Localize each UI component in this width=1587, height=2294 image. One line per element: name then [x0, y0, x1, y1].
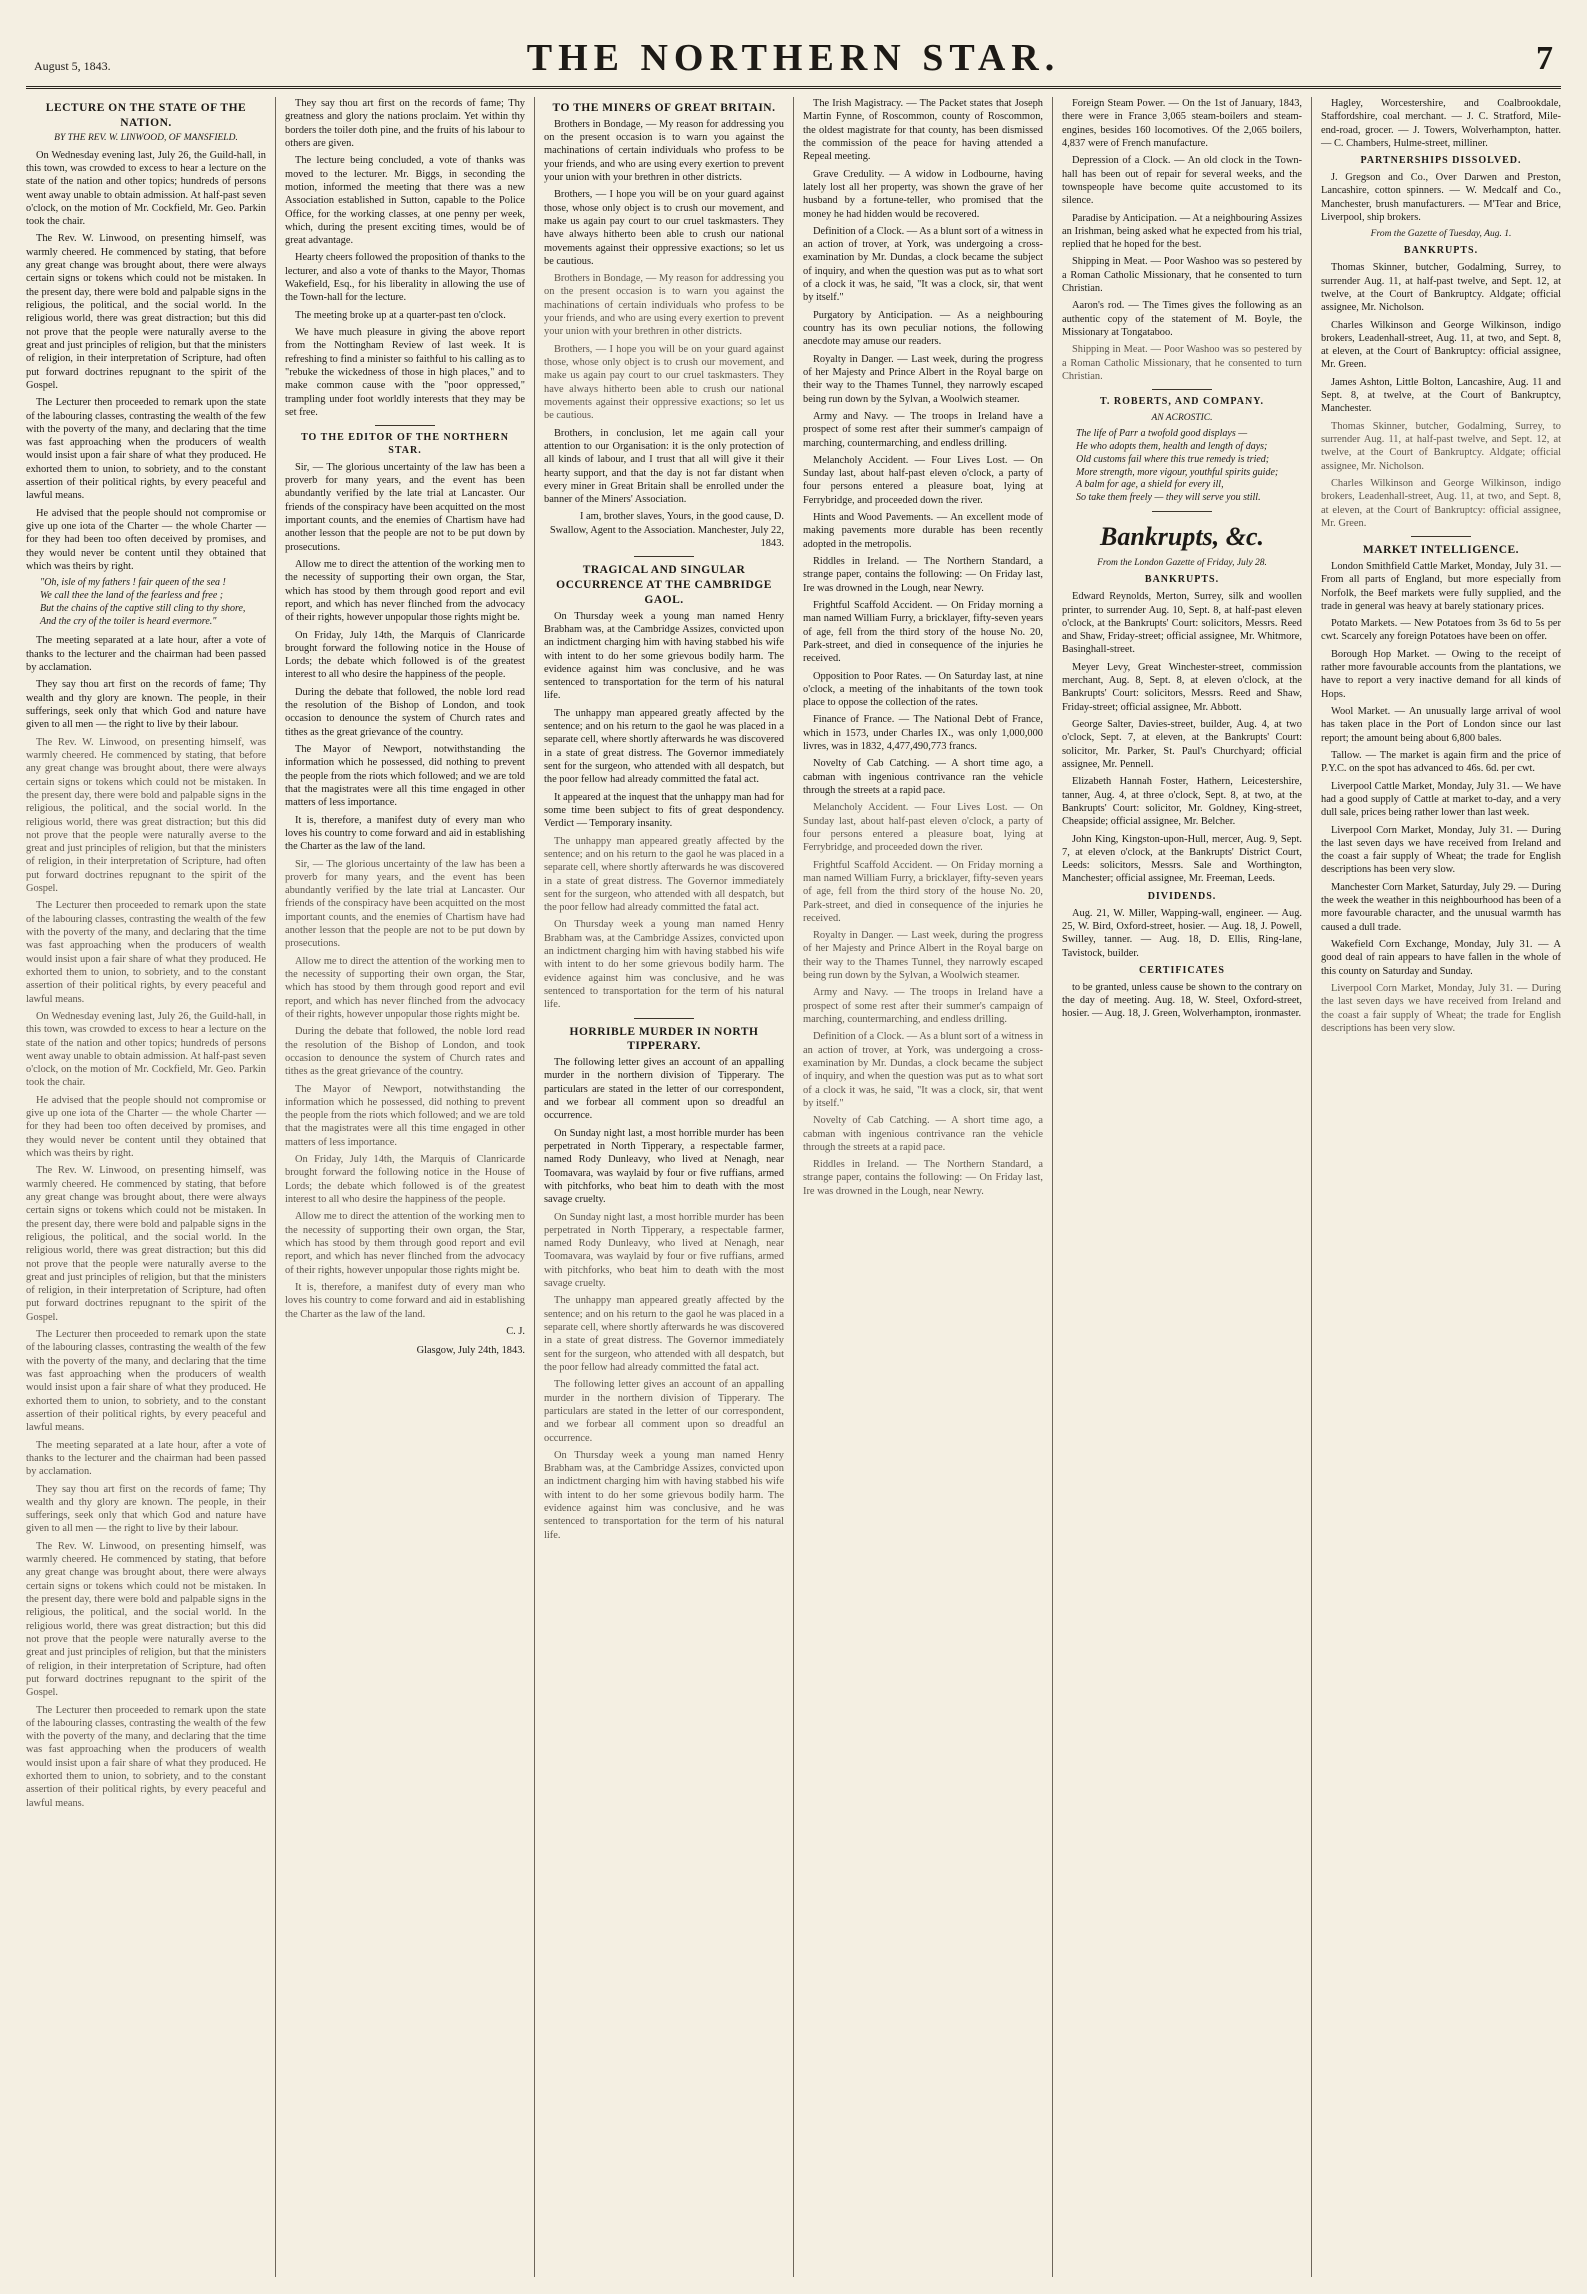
paragraph: He advised that the people should not compromise or give up one iota of the Charter — the whole Charter — for they had been too often deceived by promises, and they would never be content until they obtained that which was theirs by right.: [26, 1094, 266, 1160]
paragraph: George Salter, Davies-street, builder, Aug. 4, at two o'clock, Sept. 7, at eleven, at the Bankrupts' Court: solicitor, Mr. Parker, St. Paul's Churchyard; official assignee, Mr. Pennell.: [1062, 719, 1302, 770]
paragraph: Brothers, — I hope you will be on your guard against those, whose only object is to crush our movement, and make us again pay court to our cruel taskmasters. They have always hitherto been able to crush our national movements against their oppressive exactions; so let us be cautious.: [544, 189, 784, 267]
paragraph: Melancholy Accident. — Four Lives Lost. — On Sunday last, about half-past eleven o'clock, a party of four persons entered a pleasure boat, lying at Ferrybridge, and proceeded down the river.: [803, 802, 1043, 854]
paragraph: The unhappy man appeared greatly affected by the sentence; and on his return to the gaol he was placed in a separate cell, where shortly afterwards he was discovered in a state of great distress. The Governor immediately sent for the surgeon, who attended with all despatch, but the poor fellow had already committed the fatal act.: [544, 835, 784, 914]
paragraph: The Rev. W. Linwood, on presenting himself, was warmly cheered. He commenced by stating, that before any great change was brought about, there were always certain signs or tokens which could not be mistaken. In the present day, there were bold and palpable signs in the religious, the political, and the social world. In the religious world, there was great distraction; but this did not prove that the people were naturally averse to the great and just principles of religion, but that the ministers of religion, in their interpretation of Scripture, had often put forward doctrines repugnant to the spirit of the Gospel.: [26, 233, 266, 391]
paragraph: Brothers in Bondage, — My reason for addressing you on the present occasion is to warn you against the machinations of certain individuals who profess to be your friends, and who are using every exertion to prevent your union with your brethren in other districts.: [544, 118, 784, 183]
paragraph: Hagley, Worcestershire, and Coalbrookdale, Staffordshire, coal merchant. — J. C. Stratford, Mile-end-road, grocer. — J. Towers, Wolverhampton, hatter. — C. Chambers, Hulme-street, milliner.: [1321, 98, 1561, 149]
paragraph: Paradise by Anticipation. — At a neighbouring Assizes an Irishman, being asked what he expected from his trial, replied that he hoped for the best.: [1062, 212, 1302, 251]
divider: [1411, 536, 1471, 537]
paragraph: Allow me to direct the attention of the working men to the necessity of supporting their own organ, the Star, which has stood by them through good report and evil report, and which has never flinched from the advocacy of their rights, however unpopular those rights might be.: [285, 1211, 525, 1276]
paragraph: We have much pleasure in giving the above report from the Nottingham Review of last week. It is refreshing to find a minister so faithful to his calling as to "rebuke the wickedness of those in high places," and to make common cause with the "poor oppressed," trampling under foot worldly interests that they may be set free.: [285, 327, 525, 418]
masthead-date: August 5, 1843.: [34, 59, 111, 73]
paragraph: The Lecturer then proceeded to remark upon the state of the labouring classes, contrasting the wealth of the few with the poverty of the many, and declaring that the time was fast approaching when the producers of wealth would insist upon a fair share of what they produced. He exhorted them to union, to sobriety, and to the constant assertion of their political rights, by every peaceful and lawful means.: [26, 900, 266, 1005]
paragraph: Definition of a Clock. — As a blunt sort of a witness in an action of trover, at York, was undergoing a cross-examination by Mr. Dundas, a clock became the subject of inquiry, and when the question was put as to what sort of a clock it was, he said, "It was a clock, sir, that went by itself.": [803, 225, 1044, 304]
certificates-heading: CERTIFICATES: [1139, 964, 1225, 976]
paragraph: The meeting broke up at a quarter-past ten o'clock.: [295, 309, 506, 321]
acrostic-verse: The life of Parr a twofold good displays — He who adopts them, health and length of days; Old customs fail where this true remedy is tried; More strength, more vigour, youthful spirits guide; A balm for age, a shield for every ill, So take them freely — they will serve you still.: [1076, 428, 1279, 504]
paragraph: On Wednesday evening last, July 26, the Guild-hall, in this town, was crowded to excess to hear a lecture on the state of the nation and other topics; hundreds of persons went away unable to obtain admission. At half-past seven o'clock, on the motion of Mr. Cockfield, Mr. Geo. Parkin took the chair.: [26, 1010, 266, 1089]
paragraph: Aaron's rod. — The Times gives the following as an authentic copy of the statement of M. Boyle, the Missionary at Tongataboo.: [1062, 300, 1302, 338]
dateline: Glasgow, July 24th, 1843.: [416, 1345, 525, 1357]
paragraph: During the debate that followed, the noble lord read the resolution of the Bishop of London, and took occasion to denounce the system of Church rates and tithes as the great grievance of the country.: [285, 686, 525, 738]
column-5: [1052, 97, 1311, 2277]
paragraph: The Lecturer then proceeded to remark upon the state of the labouring classes, contrasting the wealth of the few with the poverty of the many, and declaring that the time was fast approaching when the producers of wealth would insist upon a fair share of what they produced. He exhorted them to union, to sobriety, and to the constant assertion of their political rights, by every peaceful and lawful means.: [26, 397, 266, 502]
paragraph: Frightful Scaffold Accident. — On Friday morning a man named William Furry, a bricklayer, fifty-seven years of age, fell from the third story of the house No. 20, Park-street, and died in consequence of the injuries he received.: [803, 599, 1043, 665]
paragraph: The Rev. W. Linwood, on presenting himself, was warmly cheered. He commenced by stating, that before any great change was brought about, there were always certain signs or tokens which could not be mistaken. In the present day, there were bold and palpable signs in the religious, the political, and the social world. In the religious world, there was great distraction; but this did not prove that the people were naturally averse to the great and just principles of religion, but that the ministers of religion, in their interpretation of Scripture, had often put forward doctrines repugnant to the spirit of the Gospel.: [26, 736, 266, 895]
paragraph: Wakefield Corn Exchange, Monday, July 31. — A good deal of rain appears to have fallen in the whole of this county on Saturday and Sunday.: [1321, 939, 1561, 977]
paragraph: Grave Credulity. — A widow in Lodbourne, having lately lost all her property, was shown the grave of her husband by a fortune-teller, who promised that the money he had hidden would be recovered.: [803, 168, 1043, 220]
article-heading: TRAGICAL AND SINGULAR OCCURRENCE AT THE CAMBRIDGE GAOL.: [556, 564, 772, 606]
masthead-title: THE NORTHERN STAR.: [526, 37, 1061, 79]
article-heading: HORRIBLE MURDER IN NORTH TIPPERARY.: [569, 1025, 759, 1053]
column-3: [534, 97, 793, 2277]
paragraph: Brothers, — I hope you will be on your guard against those, whose only object is to crush our movement, and make us again pay court to our cruel taskmasters. They have always hitherto been able to crush our national movements against their oppressive exactions; so let us be cautious.: [544, 343, 784, 422]
divider: [634, 556, 694, 557]
letter-heading: TO THE EDITOR OF THE NORTHERN STAR.: [301, 432, 509, 456]
paragraph: The Lecturer then proceeded to remark upon the state of the labouring classes, contrasting the wealth of the few with the poverty of the many, and declaring that the time was fast approaching when the producers of wealth would insist upon a fair share of what they produced. He exhorted them to union, to sobriety, and to the constant assertion of their political rights, by every peaceful and lawful means.: [26, 1704, 266, 1809]
paragraph: Opposition to Poor Rates. — On Saturday last, at nine o'clock, a meeting of the inhabitants of the town took place to oppose the collection of the rates.: [803, 670, 1043, 709]
paragraph: On Thursday week a young man named Henry Brabham was, at the Cambridge Assizes, convicted upon an indictment charging him with having stabbed his wife with intent to do her some grievous bodily harm. The evidence against him was conclusive, and he was sentenced to transportation for the term of his natural life.: [544, 1449, 784, 1541]
paragraph: On Thursday week a young man named Henry Brabham was, at the Cambridge Assizes, convicted upon an indictment charging him with having stabbed his wife with intent to do her some grievous bodily harm. The evidence against him was conclusive, and he was sentenced to transportation for the term of his natural life.: [544, 610, 784, 702]
verse: "Oh, isle of my fathers ! fair queen of the sea ! We call thee the land of the fearless and free ; But the chains of the captive still cling to thy shore, And the cry of the toiler is heard evermore.": [40, 577, 246, 627]
paragraph: Definition of a Clock. — As a blunt sort of a witness in an action of trover, at York, was undergoing a cross-examination by Mr. Dundas, a clock became the subject of inquiry, and when the question was put as to what sort of a clock it was, he said, "It was a clock, sir, that went by itself.": [803, 1031, 1044, 1109]
gazette-line: From the Gazette of Tuesday, Aug. 1.: [1370, 229, 1512, 240]
signature: C. J.: [506, 1325, 525, 1337]
paragraph: Borough Hop Market. — Owing to the receipt of rather more favourable accounts from the plantations, we have to report a very inactive demand for all kinds of Hops.: [1321, 648, 1561, 700]
paragraph: Liverpool Corn Market, Monday, July 31. — During the last seven days we have received from Ireland and the coast a fair supply of Wheat; the trade for English descriptions has been very slow.: [1321, 824, 1561, 876]
paragraph: Hints and Wood Pavements. — An excellent mode of making pavements more durable has been recently adopted in the metropolis.: [803, 512, 1043, 550]
advert-heading: T. ROBERTS, AND COMPANY.: [1099, 396, 1265, 408]
columns: [26, 97, 1561, 2277]
paragraph: Royalty in Danger. — Last week, during the progress of her Majesty and Prince Albert in the Royal barge on their way to the Thames Tunnel, they narrowly escaped being run down by the Sylvan, a Woolwich steamer.: [803, 930, 1043, 982]
paragraph: J. Gregson and Co., Over Darwen and Preston, Lancashire, cotton spinners. — W. Medcalf and Co., Manchester, brush manufacturers. — M'Tear and Brice, Liverpool, ship brokers.: [1321, 172, 1561, 223]
paragraph: On Wednesday evening last, July 26, the Guild-hall, in this town, was crowded to excess to hear a lecture on the state of the nation and other topics; hundreds of persons went away unable to obtain admission. At half-past seven o'clock, on the motion of Mr. Cockfield, Mr. Geo. Parkin took the chair.: [26, 149, 266, 228]
paragraph: Potato Markets. — New Potatoes from 3s 6d to 5s per cwt. Scarcely any foreign Potatoes have been on offer.: [1321, 618, 1561, 643]
market-heading: MARKET INTELLIGENCE.: [1362, 544, 1520, 557]
paragraph: Brothers, in conclusion, let me again call your attention to our Organisation: it is the only protection of all kinds of labour, and I trust that all will give it their hearty support, and that the day is not far distant when every miner in Great Britain shall be enrolled under the banner of the Miners' Association.: [544, 427, 784, 506]
paragraph: It is, therefore, a manifest duty of every man who loves his country to come forward and aid in establishing the Charter as the law of the land.: [285, 1281, 525, 1320]
paragraph: Wool Market. — An unusually large arrival of wool has taken place in the Port of London since our last report; the amount being about 6,800 bales.: [1321, 706, 1561, 744]
paragraph: Shipping in Meat. — Poor Washoo was so pestered by a Roman Catholic Missionary, that he consented to turn Christian.: [1062, 256, 1302, 295]
paragraph: Thomas Skinner, butcher, Godalming, Surrey, to surrender Aug. 11, at half-past twelve, and Sept. 12, at twelve, at the Court of Bankruptcy. Aldgate; official assignee, Mr. Nicholson.: [1321, 262, 1561, 314]
paragraph: Army and Navy. — The troops in Ireland have a prospect of some rest after their summer's campaign of marching, countermarching, and endless drilling.: [803, 410, 1043, 449]
paragraph: Finance of France. — The National Debt of France, which in 1573, under Charles IX., was only 1,000,000 livres, was in 1832, 4,477,490,773 francs.: [803, 714, 1043, 753]
paragraph: They say thou art first on the records of fame; Thy wealth and thy glory are known. The people, in their sufferings, seek only that which God and nature have given to all men — the right to live by their labour.: [26, 1483, 266, 1535]
dividends-heading: DIVIDENDS.: [1147, 890, 1217, 902]
paragraph: Royalty in Danger. — Last week, during the progress of her Majesty and Prince Albert in the Royal barge on their way to the Thames Tunnel, they narrowly escaped being run down by the Sylvan, a Woolwich steamer.: [803, 353, 1043, 405]
paragraph: Hearty cheers followed the proposition of thanks to the lecturer, and also a vote of thanks to the Mayor, Thomas Wakefield, Esq., for his liberality in allowing the use of the Town-hall for the lecture.: [285, 252, 525, 304]
paragraph: The Irish Magistracy. — The Packet states that Joseph Martin Fynne, of Roscommon, county of Roscommon, the oldest magistrate for that county, has been dismissed the commission of the peace for having attended a Repeal meeting.: [803, 98, 1043, 163]
masthead-rule: [26, 86, 1561, 89]
paragraph: He advised that the people should not compromise or give up one iota of the Charter — the whole Charter — for they had been too often deceived by promises, and they would never be content until they obtained that which was theirs by right.: [26, 507, 266, 572]
page-number: 7: [1536, 40, 1553, 77]
paragraph: The Lecturer then proceeded to remark upon the state of the labouring classes, contrasting the wealth of the few with the poverty of the many, and declaring that the time was fast approaching when the producers of wealth would insist upon a fair share of what they produced. He exhorted them to union, to sobriety, and to the constant assertion of their political rights, by every peaceful and lawful means.: [26, 1329, 266, 1434]
paragraph: to be granted, unless cause be shown to the contrary on the day of meeting. Aug. 18, W. Steel, Oxford-street, hosier. — Aug. 18, J. Green, Wolverhampton, ironmaster.: [1062, 981, 1302, 1020]
paragraph: It appeared at the inquest that the unhappy man had for some time been subject to fits of great despondency. Verdict — Temporary insanity.: [544, 791, 784, 830]
bankrupts-heading: Bankrupts, &c.: [1100, 521, 1264, 551]
divider: [1152, 389, 1212, 390]
column-4: [793, 97, 1052, 2277]
paragraph: Allow me to direct the attention of the working men to the necessity of supporting their own organ, the Star, which has stood by them through good report and evil report, and which has never flinched from the advocacy of their rights, however unpopular those rights might be.: [285, 955, 525, 1020]
paragraph: Allow me to direct the attention of the working men to the necessity of supporting their own organ, the Star, which has stood by them through good report and evil report, and which has never flinched from the advocacy of their rights, however unpopular those rights might be.: [285, 558, 525, 624]
paragraph: The Mayor of Newport, notwithstanding the information which he possessed, did nothing to prevent the people from the riots which followed; and we are told that the magistrates were all this time engaged in other matters of less importance.: [285, 744, 525, 809]
paragraph: They say thou art first on the records of fame; Thy greatness and glory the nations proclaim. Yet within thy borders the toiler doth pine, and the fruits of his labour to others are given.: [285, 98, 525, 149]
paragraph: The following letter gives an account of an appalling murder in the northern division of Tipperary. The particulars are stated in the letter of our correspondent, and we forbear all comment upon so dreadful an occurrence.: [544, 1379, 784, 1444]
paragraph: Frightful Scaffold Accident. — On Friday morning a man named William Furry, a bricklayer, fifty-seven years of age, fell from the third story of the house No. 20, Park-street, and died in consequence of the injuries he received.: [803, 859, 1043, 924]
paragraph: Sir, — The glorious uncertainty of the law has been a proverb for many years, and the event has been abundantly verified by the late trial at Lancaster. Our friends of the conspiracy have been acquitted on the most important counts, and the enemies of Chartism have had another lesson that the people are not to be put down by prosecutions.: [285, 461, 525, 553]
paragraph: James Ashton, Little Bolton, Lancashire, Aug. 11 and Sept. 8, at twelve, at the Court of Bankruptcy, Manchester.: [1321, 376, 1561, 415]
paragraph: On Sunday night last, a most horrible murder has been perpetrated in North Tipperary, a respectable farmer, named Rody Dunleavy, who lived at Nenagh, near Toomavara, was waylaid by four or five ruffians, armed with pitchforks, who beat him to death with the most savage cruelty.: [544, 1127, 784, 1206]
paragraph: It is, therefore, a manifest duty of every man who loves his country to come forward and aid in establishing the Charter as the law of the land.: [285, 814, 525, 853]
column-1: [26, 97, 275, 2277]
column-2: [275, 97, 534, 2277]
paragraph: The meeting separated at a late hour, after a vote of thanks to the lecturer and the chairman had been passed by acclamation.: [26, 635, 266, 674]
gazette-line: From the London Gazette of Friday, July 28.: [1097, 558, 1267, 569]
signature: I am, brother slaves, Yours, in the good cause, D. Swallow, Agent to the Association. Manchester, July 22, 1843.: [549, 511, 784, 550]
paragraph: Novelty of Cab Catching. — A short time ago, a cabman with ingenious contrivance ran the vehicle through the streets at a rapid pace.: [803, 1115, 1043, 1153]
paragraph: Charles Wilkinson and George Wilkinson, indigo brokers, Leadenhall-street, Aug. 11, at two, and Sept. 8, at eleven, at the Court of Bankruptcy: official assignee, Mr. Green.: [1321, 477, 1561, 529]
bankrupts-subheading: BANKRUPTS.: [1403, 245, 1479, 257]
divider: [1152, 511, 1212, 512]
divider: [375, 425, 435, 426]
paragraph: Sir, — The glorious uncertainty of the law has been a proverb for many years, and the event has been abundantly verified by the late trial at Lancaster. Our friends of the conspiracy have been acquitted on the most important counts, and the enemies of Chartism have had another lesson that the people are not to be put down by prosecutions.: [285, 858, 525, 950]
paragraph: They say thou art first on the records of fame; Thy wealth and thy glory are known. The people, in their sufferings, seek only that which God and nature have given to all men — the right to live by their labour.: [26, 679, 266, 731]
paragraph: The lecture being concluded, a vote of thanks was moved to the lecturer. Mr. Biggs, in seconding the motion, informed the meeting that there was a new Association established in Sutton, capable to the Police Office, for the working classes, at one penny per week, which, during the present exciting times, would be of great advantage.: [285, 155, 525, 247]
paragraph: Meyer Levy, Great Winchester-street, commission merchant, Aug. 8, Sept. 8, at eleven o'clock, at the Bankrupts' Court: solicitors, Messrs. Reed and Shaw, Friday-street; official assignee, Mr. Abbott.: [1062, 661, 1302, 713]
paragraph: London Smithfield Cattle Market, Monday, July 31. — From all parts of England, but more especially from Norfolk, the Beef markets were fully supplied, and the trade in general was heavy at barely stationary prices.: [1321, 560, 1561, 612]
paragraph: The Rev. W. Linwood, on presenting himself, was warmly cheered. He commenced by stating, that before any great change was brought about, there were always certain signs or tokens which could not be mistaken. In the present day, there were bold and palpable signs in the religious, the political, and the social world. In the religious world, there was great distraction; but this did not prove that the people were naturally averse to the great and just principles of religion, but that the ministers of religion, in their interpretation of Scripture, had often put forward doctrines repugnant to the spirit of the Gospel.: [26, 1165, 266, 1323]
paragraph: On Thursday week a young man named Henry Brabham was, at the Cambridge Assizes, convicted upon an indictment charging him with having stabbed his wife with intent to do her some grievous bodily harm. The evidence against him was conclusive, and he was sentenced to transportation for the term of his natural life.: [544, 919, 784, 1011]
paragraph: Riddles in Ireland. — The Northern Standard, a strange paper, contains the following: — On Friday last, Ire was drowned in the Lough, near Newry.: [803, 1159, 1043, 1197]
paragraph: Foreign Steam Power. — On the 1st of January, 1843, there were in France 3,065 steam-boilers and steam-engines, besides 160 locomotives. Of the 2,065 boilers, 4,837 were of French manufacture.: [1062, 98, 1302, 149]
paragraph: The meeting separated at a late hour, after a vote of thanks to the lecturer and the chairman had been passed by acclamation.: [26, 1439, 266, 1478]
article-heading: TO THE MINERS OF GREAT BRITAIN.: [552, 102, 776, 114]
paragraph: On Friday, July 14th, the Marquis of Clanricarde brought forward the following notice in the House of Lords; the debate which followed is of the greatest interest to all who desire the happiness of the people.: [285, 629, 525, 681]
paragraph: During the debate that followed, the noble lord read the resolution of the Bishop of London, and took occasion to denounce the system of Church rates and tithes as the great grievance of the country.: [285, 1026, 525, 1078]
paragraph: Depression of a Clock. — An old clock in the Town-hall has been out of repair for several weeks, and the townspeople have become quite accustomed to its silence.: [1062, 155, 1302, 207]
paragraph: Aug. 21, W. Miller, Wapping-wall, engineer. — Aug. 25, W. Bird, Oxford-street, hosier. — Aug. 18, J. Powell, Swilley, tanner. — Aug. 18, D. Ellis, Ring-lane, Tavistock, builder.: [1062, 907, 1302, 959]
paragraph: Riddles in Ireland. — The Northern Standard, a strange paper, contains the following: — On Friday last, Ire was drowned in the Lough, near Newry.: [803, 556, 1043, 594]
bankrupts-subheading: BANKRUPTS.: [1144, 574, 1220, 586]
paragraph: Melancholy Accident. — Four Lives Lost. — On Sunday last, about half-past eleven o'clock, a party of four persons entered a pleasure boat, lying at Ferrybridge, and proceeded down the river.: [803, 454, 1043, 506]
paragraph: The Mayor of Newport, notwithstanding the information which he possessed, did nothing to prevent the people from the riots which followed; and we are told that the magistrates were all this time engaged in other matters of less importance.: [285, 1083, 525, 1148]
paragraph: Brothers in Bondage, — My reason for addressing you on the present occasion is to warn you against the machinations of certain individuals who profess to be your friends, and who are using every exertion to prevent your union with your brethren in other districts.: [544, 273, 784, 338]
divider: [634, 1018, 694, 1019]
paragraph: Tallow. — The market is again firm and the price of P.Y.C. on the spot has advanced to 46s. 6d. per cwt.: [1321, 749, 1561, 775]
paragraph: Liverpool Cattle Market, Monday, July 31. — We have had a good supply of Cattle at market to-day, and a very dull sale, prices being rather lower than last week.: [1321, 780, 1561, 819]
paragraph: Elizabeth Hannah Foster, Hathern, Leicestershire, tanner, Aug. 4, at three o'clock, Sept. 8, at two, at the Bankrupts' Court: solicitor, Mr. Goldney, King-street, Cheapside; official assignee, Mr. Belcher.: [1062, 776, 1302, 828]
paragraph: Shipping in Meat. — Poor Washoo was so pestered by a Roman Catholic Missionary, that he consented to turn Christian.: [1062, 344, 1302, 382]
column-6: [1311, 97, 1561, 2277]
paragraph: Thomas Skinner, butcher, Godalming, Surrey, to surrender Aug. 11, at half-past twelve, and Sept. 12, at twelve, at the Court of Bankruptcy. Aldgate; official assignee, Mr. Nicholson.: [1321, 420, 1561, 472]
article-byline: BY THE REV. W. LINWOOD, OF MANSFIELD.: [54, 133, 238, 144]
paragraph: John King, Kingston-upon-Hull, mercer, Aug. 9, Sept. 7, at eleven o'clock, at the Bankrupts' District Court, Leeds: solicitors, Messrs. Sale and Worthington, Manchester; official assignee, Mr. Freeman, Leeds.: [1062, 833, 1302, 885]
paragraph: Army and Navy. — The troops in Ireland have a prospect of some rest after their summer's campaign of marching, countermarching, and endless drilling.: [803, 987, 1043, 1025]
paragraph: Novelty of Cab Catching. — A short time ago, a cabman with ingenious contrivance ran the vehicle through the streets at a rapid pace.: [803, 758, 1043, 796]
paragraph: The unhappy man appeared greatly affected by the sentence; and on his return to the gaol he was placed in a separate cell, where shortly afterwards he was discovered in a state of great distress. The Governor immediately sent for the surgeon, who attended with all despatch, but the poor fellow had already committed the fatal act.: [544, 707, 784, 786]
paragraph: On Friday, July 14th, the Marquis of Clanricarde brought forward the following notice in the House of Lords; the debate which followed is of the greatest interest to all who desire the happiness of the people.: [285, 1154, 525, 1206]
advert-subheading: AN ACROSTIC.: [1151, 413, 1213, 424]
paragraph: Charles Wilkinson and George Wilkinson, indigo brokers, Leadenhall-street, Aug. 11, at two, and Sept. 8, at eleven, at the Court of Bankruptcy: official assignee, Mr. Green.: [1321, 319, 1561, 371]
paragraph: The Rev. W. Linwood, on presenting himself, was warmly cheered. He commenced by stating, that before any great change was brought about, there were always certain signs or tokens which could not be mistaken. In the present day, there were bold and palpable signs in the religious, the political, and the social world. In the religious world, there was great distraction; but this did not prove that the people were naturally averse to the great and just principles of religion, but that the ministers of religion, in their interpretation of Scripture, had often put forward doctrines repugnant to the spirit of the Gospel.: [26, 1540, 266, 1699]
paragraph: The following letter gives an account of an appalling murder in the northern division of Tipperary. The particulars are stated in the letter of our correspondent, and we forbear all comment upon so dreadful an occurrence.: [544, 1057, 784, 1122]
paragraph: On Sunday night last, a most horrible murder has been perpetrated in North Tipperary, a respectable farmer, named Rody Dunleavy, who lived at Nenagh, near Toomavara, was waylaid by four or five ruffians, armed with pitchforks, who beat him to death with the most savage cruelty.: [544, 1211, 784, 1290]
paragraph: Edward Reynolds, Merton, Surrey, silk and woollen printer, to surrender Aug. 10, Sept. 8, at half-past eleven o'clock, at the Bankrupts' Court: solicitors, Messrs. Reed and Shaw, Friday-street; official assignee, Mr. Whitmore, Basinghall-street.: [1062, 591, 1302, 656]
masthead: [26, 24, 1561, 80]
paragraph: Manchester Corn Market, Saturday, July 29. — During the week the weather in this neighbourhood has been of a more favourable character, and the unusual warmth has caused a dull trade.: [1321, 881, 1561, 933]
article-heading: LECTURE ON THE STATE OF THE NATION.: [45, 102, 247, 129]
paragraph: Purgatory by Anticipation. — As a neighbouring country has its own peculiar notions, the following anecdote may amuse our readers.: [803, 309, 1043, 348]
partnerships-heading: PARTNERSHIPS DISSOLVED.: [1360, 155, 1522, 167]
paragraph: Liverpool Corn Market, Monday, July 31. — During the last seven days we have received from Ireland and the coast a fair supply of Wheat; the trade for English descriptions has been very slow.: [1321, 982, 1561, 1034]
paragraph: The unhappy man appeared greatly affected by the sentence; and on his return to the gaol he was placed in a separate cell, where shortly afterwards he was discovered in a state of great distress. The Governor immediately sent for the surgeon, who attended with all despatch, but the poor fellow had already committed the fatal act.: [544, 1295, 784, 1373]
